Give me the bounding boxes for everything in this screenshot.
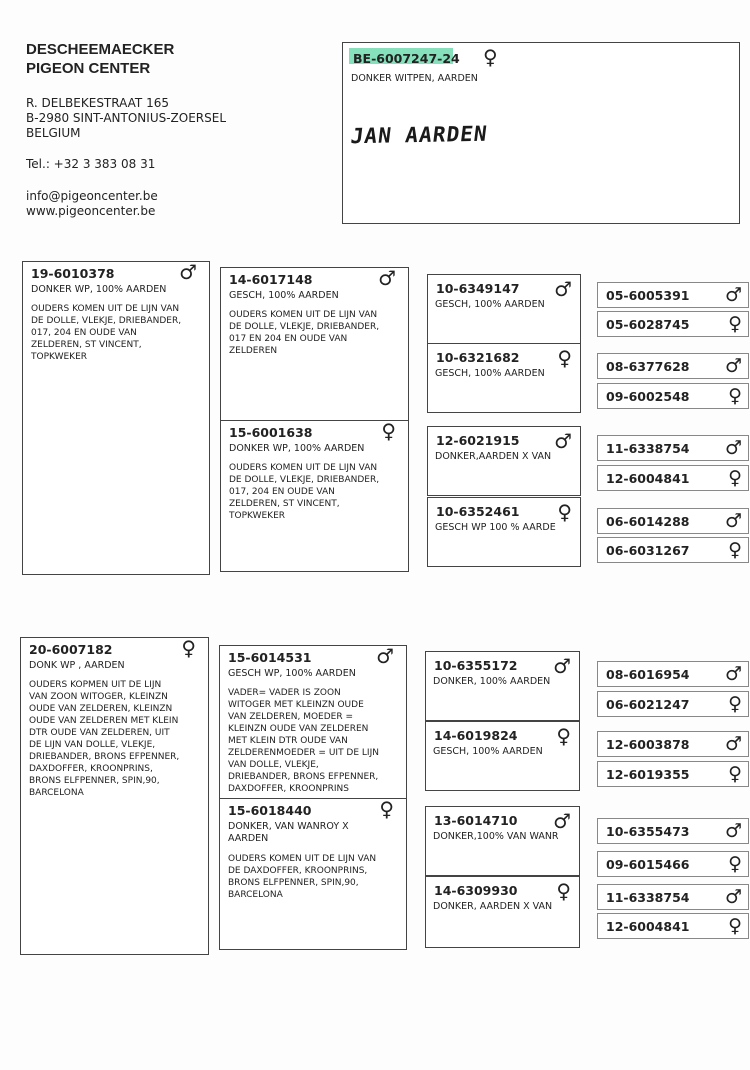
grandsire-box-1: [220, 267, 409, 421]
grandsire-info: OUDERS KOMEN UIT DE LIJN VAN DE DOLLE, VLEKJE, DRIEBANDER, 017 EN 204 EN OUDE VAN ZELDEREN: [229, 310, 380, 356]
female-icon: ♀: [483, 45, 498, 69]
subject-color: DONKER WITPEN, AARDEN: [351, 73, 478, 84]
gggp-box: [597, 818, 749, 844]
female-icon: ♀: [728, 693, 742, 715]
female-icon: ♀: [728, 915, 742, 937]
male-icon: ♂: [724, 886, 742, 908]
male-icon: ♂: [724, 284, 742, 306]
male-icon: ♂: [554, 277, 572, 301]
gggp-box: [597, 731, 749, 757]
parent-color: DONKER WP, 100% AARDEN: [31, 284, 167, 295]
parent-info: OUDERS KOPMEN UIT DE LIJN VAN ZOON WITOGER, KLEINZN OUDE VAN ZELDEREN, KLEINZN OUDE VAN ZELDEREN MET KLEIN DTR OUDE VAN ZELDEREN, UIT DE LIJN VAN DOLLE, VLEKJE, DRIEBANDER, BRONS EFPENNER, DAXDOFFER, KROONPRINS, BRONS ELFPENNER, SPIN,90, BARCELONA: [29, 680, 180, 798]
ggp-color: DONKER,100% VAN WANR: [433, 831, 559, 842]
breeder-name-line1: DESCHEEMAECKER: [26, 41, 175, 58]
gggp-ring: 12-6004841: [606, 471, 690, 486]
gggp-box: [597, 884, 749, 910]
gggp-ring: 12-6019355: [606, 767, 690, 782]
grandsire-ring: 15-6014531: [228, 650, 312, 665]
ggp-box: [425, 721, 580, 791]
granddam-color-line2: AARDEN: [228, 833, 269, 844]
granddam-box-1: [220, 420, 409, 572]
male-icon: ♂: [724, 355, 742, 377]
female-icon: ♀: [728, 763, 742, 785]
ggp-color: DONKER, AARDEN X VAN: [433, 901, 553, 912]
female-icon: ♀: [557, 500, 572, 524]
female-icon: ♀: [728, 853, 742, 875]
country: BELGIUM: [26, 126, 81, 140]
ggp-box: [427, 426, 581, 496]
female-icon: ♀: [557, 346, 572, 370]
grandsire-color: GESCH WP, 100% AARDEN: [228, 668, 356, 679]
gggp-ring: 06-6021247: [606, 697, 690, 712]
female-icon: ♀: [728, 539, 742, 561]
handwritten-name: JAN AARDEN: [349, 121, 490, 149]
city: B-2980 SINT-ANTONIUS-ZOERSEL: [26, 111, 227, 125]
gggp-box: [597, 383, 749, 409]
female-icon: ♀: [728, 313, 742, 335]
gggp-ring: 08-6016954: [606, 667, 690, 682]
parent-box-1: [22, 261, 210, 575]
gggp-box: [597, 353, 749, 379]
parent-ring: 19-6010378: [31, 266, 115, 281]
male-icon: ♂: [553, 809, 571, 833]
granddam-info: OUDERS KOMEN UIT DE LIJN VAN DE DAXDOFFER, KROONPRINS, BRONS ELFPENNER, SPIN,90, BARCELONA: [228, 854, 377, 900]
male-icon: ♂: [724, 437, 742, 459]
gggp-ring: 12-6004841: [606, 919, 690, 934]
street: R. DELBEKESTRAAT 165: [26, 96, 169, 110]
breeder-address: [26, 96, 226, 141]
gggp-ring: 05-6028745: [606, 317, 690, 332]
granddam-color: DONKER, VAN WANROY X: [228, 821, 349, 832]
gggp-ring: 10-6355473: [606, 824, 690, 839]
ggp-box: [425, 876, 580, 948]
gggp-ring: 09-6015466: [606, 857, 690, 872]
breeder-name: [26, 40, 174, 78]
ggp-color: GESCH, 100% AARDEN: [435, 299, 545, 310]
gggp-box: [597, 691, 749, 717]
male-icon: ♂: [724, 510, 742, 532]
grandsire-info: VADER= VADER IS ZOON WITOGER MET KLEINZN OUDE VAN ZELDEREN, MOEDER = KLEINZN OUDE VAN ZELDEREN MET KLEIN DTR OUDE VAN ZELDERENMOEDER = UIT DE LIJN VAN DOLLE, VLEKJE, DRIEBANDER, BRONS EFPENNER, DAXDOFFER, KROONPRINS: [228, 688, 379, 794]
ggp-box: [425, 651, 580, 721]
gggp-ring: 11-6338754: [606, 890, 690, 905]
ggp-color: GESCH, 100% AARDEN: [433, 746, 543, 757]
female-icon: ♀: [181, 636, 196, 660]
ggp-ring: 10-6352461: [436, 504, 520, 519]
granddam-ring: 15-6018440: [228, 803, 312, 818]
male-icon: ♂: [179, 260, 197, 284]
ggp-ring: 10-6349147: [436, 281, 520, 296]
ggp-box: [427, 497, 581, 567]
female-icon: ♀: [379, 797, 394, 821]
gggp-box: [597, 913, 749, 939]
website-link[interactable]: www.pigeoncenter.be: [26, 204, 156, 218]
ggp-box: [427, 343, 581, 413]
grandsire-color: GESCH, 100% AARDEN: [229, 290, 339, 301]
ggp-box: [427, 274, 581, 344]
male-icon: ♂: [724, 820, 742, 842]
granddam-color: DONKER WP, 100% AARDEN: [229, 443, 365, 454]
parent-ring: 20-6007182: [29, 642, 113, 657]
email-link[interactable]: info@pigeoncenter.be: [26, 189, 158, 203]
ggp-color: GESCH, 100% AARDEN: [435, 368, 545, 379]
granddam-ring: 15-6001638: [229, 425, 313, 440]
ggp-ring: 14-6019824: [434, 728, 518, 743]
gggp-ring: 06-6031267: [606, 543, 690, 558]
female-icon: ♀: [728, 467, 742, 489]
subject-ring: BE-6007247-24: [353, 51, 460, 66]
ggp-ring: 10-6355172: [434, 658, 518, 673]
gggp-ring: 05-6005391: [606, 288, 690, 303]
gggp-box: [597, 851, 749, 877]
gggp-ring: 09-6002548: [606, 389, 690, 404]
gggp-box: [597, 537, 749, 563]
gggp-box: [597, 508, 749, 534]
ggp-ring: 12-6021915: [436, 433, 520, 448]
ggp-ring: 13-6014710: [434, 813, 518, 828]
male-icon: ♂: [376, 645, 394, 668]
female-icon: ♀: [556, 724, 571, 748]
male-icon: ♂: [724, 663, 742, 685]
gggp-box: [597, 311, 749, 337]
female-icon: ♀: [556, 879, 571, 903]
gggp-ring: 08-6377628: [606, 359, 690, 374]
ggp-ring: 14-6309930: [434, 883, 518, 898]
gggp-box: [597, 435, 749, 461]
ggp-color: DONKER,AARDEN X VAN: [435, 451, 552, 462]
ggp-color: GESCH WP 100 % AARDE: [435, 522, 556, 533]
telephone: Tel.: +32 3 383 08 31: [26, 157, 156, 171]
parent-color: DONK WP , AARDEN: [29, 660, 125, 671]
gggp-box: [597, 465, 749, 491]
breeder-name-line2: PIGEON CENTER: [26, 60, 151, 77]
ggp-color: DONKER, 100% AARDEN: [433, 676, 551, 687]
male-icon: ♂: [724, 733, 742, 755]
parent-info: OUDERS KOMEN UIT DE LIJN VAN DE DOLLE, VLEKJE, DRIEBANDER, 017, 204 EN OUDE VAN ZELDEREN, ST VINCENT, TOPKWEKER: [31, 304, 182, 362]
gggp-ring: 06-6014288: [606, 514, 690, 529]
ggp-box: [425, 806, 580, 876]
female-icon: ♀: [381, 419, 396, 443]
breeder-contact: [26, 189, 158, 219]
gggp-ring: 12-6003878: [606, 737, 690, 752]
female-icon: ♀: [728, 385, 742, 407]
male-icon: ♂: [378, 266, 396, 290]
granddam-info: OUDERS KOMEN UIT DE LIJN VAN DE DOLLE, VLEKJE, DRIEBANDER, 017, 204 EN OUDE VAN ZELDEREN, ST VINCENT, TOPKWEKER: [229, 463, 380, 521]
gggp-ring: 11-6338754: [606, 441, 690, 456]
ggp-ring: 10-6321682: [436, 350, 520, 365]
grandsire-box-2: [219, 645, 407, 799]
male-icon: ♂: [553, 654, 571, 678]
gggp-box: [597, 761, 749, 787]
gggp-box: [597, 282, 749, 308]
parent-box-2: [20, 637, 209, 955]
granddam-box-2: [219, 798, 407, 950]
grandsire-ring: 14-6017148: [229, 272, 313, 287]
male-icon: ♂: [554, 429, 572, 453]
gggp-box: [597, 661, 749, 687]
subject-pigeon-box: [342, 42, 740, 224]
